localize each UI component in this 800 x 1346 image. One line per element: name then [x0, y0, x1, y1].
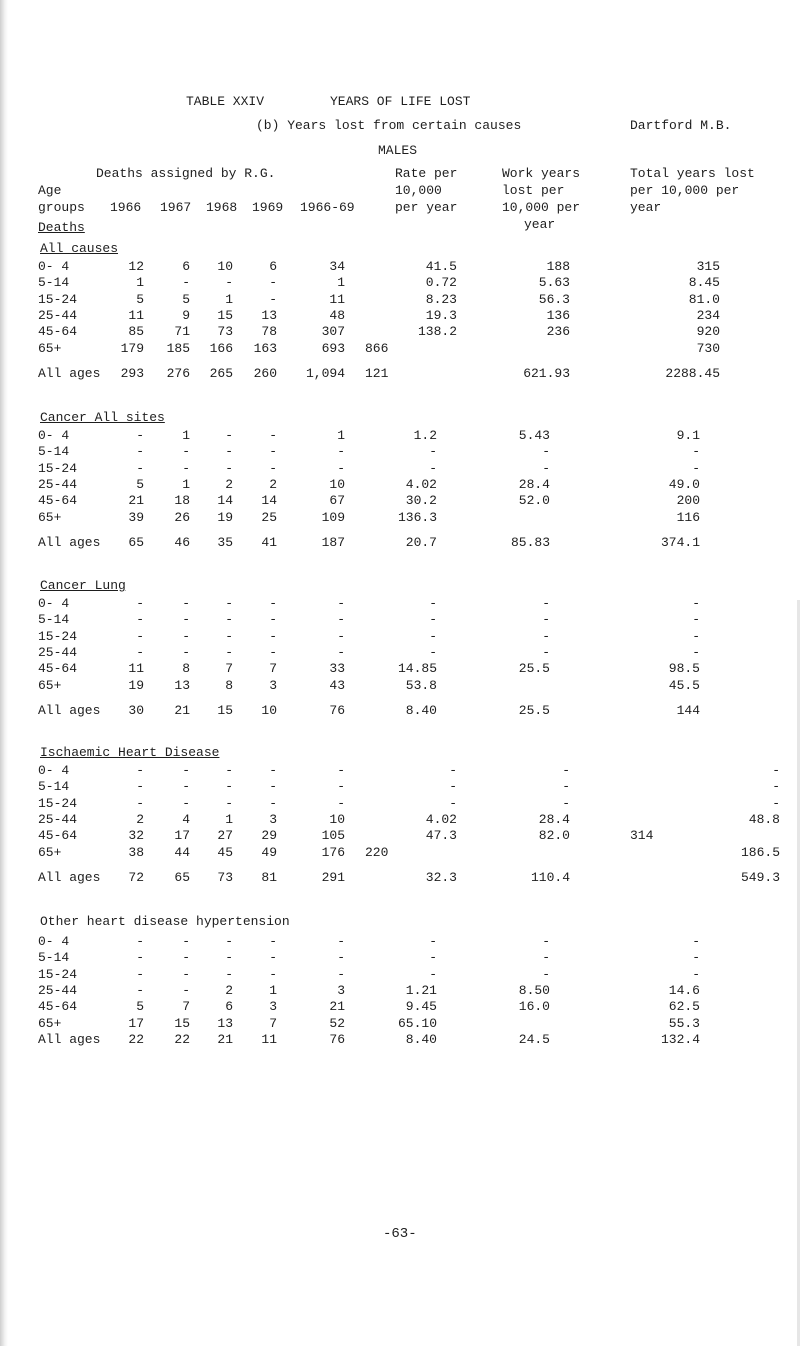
- table-row-total: All ages 22 22 21 11 76 8.40 24.5 132.4: [38, 1031, 700, 1047]
- total-header-1: Total years lost: [630, 166, 755, 181]
- table-row: 15-24 - - - - - - - -: [38, 628, 700, 644]
- work-header-2: lost per: [502, 183, 565, 198]
- deaths-header: Deaths: [38, 220, 85, 235]
- table-row: 15-24 5 5 1 - 11 8.23 56.3 81.0: [38, 291, 720, 307]
- table-row: 65+ 19 13 8 3 43 53.8 45.5: [38, 677, 700, 693]
- page-number: -63-: [383, 1226, 417, 1242]
- table-row: 25-44 2 4 1 3 10 4.02 28.4 48.8: [38, 812, 780, 828]
- work-header-4: year: [524, 217, 556, 232]
- section-title-cancer-lung: Cancer Lung: [40, 578, 126, 593]
- table-row: 0- 4 - - - - - - - -: [38, 596, 700, 612]
- table-row: 45-64 32 17 27 29 105 47.3 82.0 314: [38, 828, 654, 844]
- age-header: Age: [38, 183, 62, 198]
- table-row: 45-64 21 18 14 14 67 30.2 52.0 200: [38, 493, 700, 509]
- table-title: YEARS OF LIFE LOST: [330, 94, 471, 109]
- table-ischaemic-heart-disease: [38, 763, 780, 886]
- table-row: 25-44 11 9 15 13 48 19.3 136 234: [38, 308, 720, 324]
- table-all-causes: [38, 259, 720, 382]
- table-row: 25-44 - - - - - - - -: [38, 645, 700, 661]
- table-subtitle: (b) Years lost from certain causes: [256, 118, 522, 133]
- rate-header-1: Rate per: [395, 166, 458, 181]
- year-1967-header: 1967: [160, 200, 192, 215]
- table-row: 45-64 85 71 73 78 307 138.2 236 920: [38, 324, 720, 340]
- table-row: 65+ 17 15 13 7 52 65.10 55.3: [38, 1015, 700, 1031]
- work-header-1: Work years: [502, 166, 581, 181]
- table-row: 25-44 - - 2 1 3 1.21 8.50 14.6: [38, 983, 700, 999]
- section-title-cancer-all-sites: Cancer All sites: [40, 410, 165, 425]
- table-row: 65+ 179 185 166 163 693 866 730: [38, 340, 720, 356]
- table-number: TABLE XXIV: [186, 94, 265, 109]
- table-row: 0- 4 - - - - - - - -: [38, 934, 700, 950]
- groups-header: groups: [38, 200, 85, 215]
- table-row: 5-14 1 - - - 1 0.72 5.63 8.45: [38, 275, 720, 291]
- table-row: 0- 4 - - - - - - - -: [38, 763, 780, 779]
- year-1969-header: 1969: [252, 200, 284, 215]
- district-name: Dartford M.B.: [630, 118, 732, 133]
- year-1966-header: 1966: [110, 200, 142, 215]
- table-row: 5-14 - - - - - - - -: [38, 444, 700, 460]
- table-row: 5-14 - - - - - - - -: [38, 779, 780, 795]
- year-1966-69-header: 1966-69: [300, 200, 355, 215]
- total-header-3: year: [630, 200, 662, 215]
- section-title-all-causes: All causes: [40, 241, 119, 256]
- table-row-total: All ages 65 46 35 41 187 20.7 85.83 374.1: [38, 534, 700, 550]
- section-title-other-heart-disease: Other heart disease hypertension: [40, 914, 290, 929]
- table-row: 15-24 - - - - - - - -: [38, 795, 780, 811]
- table-row: 0- 4 - 1 - - 1 1.2 5.43 9.1: [38, 428, 700, 444]
- deaths-assigned-header: Deaths assigned by R.G.: [96, 166, 276, 181]
- table-row-total: All ages 293 276 265 260 1,094 121 621.93 2288.45: [38, 365, 720, 381]
- table-row: 25-44 5 1 2 2 10 4.02 28.4 49.0: [38, 477, 700, 493]
- table-row: 5-14 - - - - - - - -: [38, 612, 700, 628]
- table-row: 45-64 11 8 7 7 33 14.85 25.5 98.5: [38, 661, 700, 677]
- table-row: 65+ 39 26 19 25 109 136.3 116: [38, 509, 700, 525]
- table-row: 0- 4 12 6 10 6 34 41.5 188 315: [38, 259, 720, 275]
- year-1968-header: 1968: [206, 200, 238, 215]
- section-title-ischaemic-heart-disease: Ischaemic Heart Disease: [40, 745, 220, 760]
- scan-left-edge: [0, 0, 8, 1346]
- table-row-total: All ages 30 21 15 10 76 8.40 25.5 144: [38, 702, 700, 718]
- work-header-3: 10,000 per: [502, 200, 581, 215]
- rate-header-2: 10,000: [395, 183, 442, 198]
- table-other-heart-disease: [38, 934, 700, 1048]
- table-row: 45-64 5 7 6 3 21 9.45 16.0 62.5: [38, 999, 700, 1015]
- total-header-2: per 10,000 per: [630, 183, 740, 198]
- table-row: 5-14 - - - - - - - -: [38, 950, 700, 966]
- rate-header-3: per year: [395, 200, 458, 215]
- table-row: 15-24 - - - - - - - -: [38, 966, 700, 982]
- table-cancer-lung: [38, 596, 700, 719]
- table-row: 15-24 - - - - - - - -: [38, 460, 700, 476]
- table-cancer-all-sites: [38, 428, 700, 551]
- sex-label: MALES: [378, 143, 418, 158]
- table-row: 65+ 38 44 45 49 176 220 186.5: [38, 844, 780, 860]
- table-row-total: All ages 72 65 73 81 291 32.3 110.4 549.3: [38, 869, 780, 885]
